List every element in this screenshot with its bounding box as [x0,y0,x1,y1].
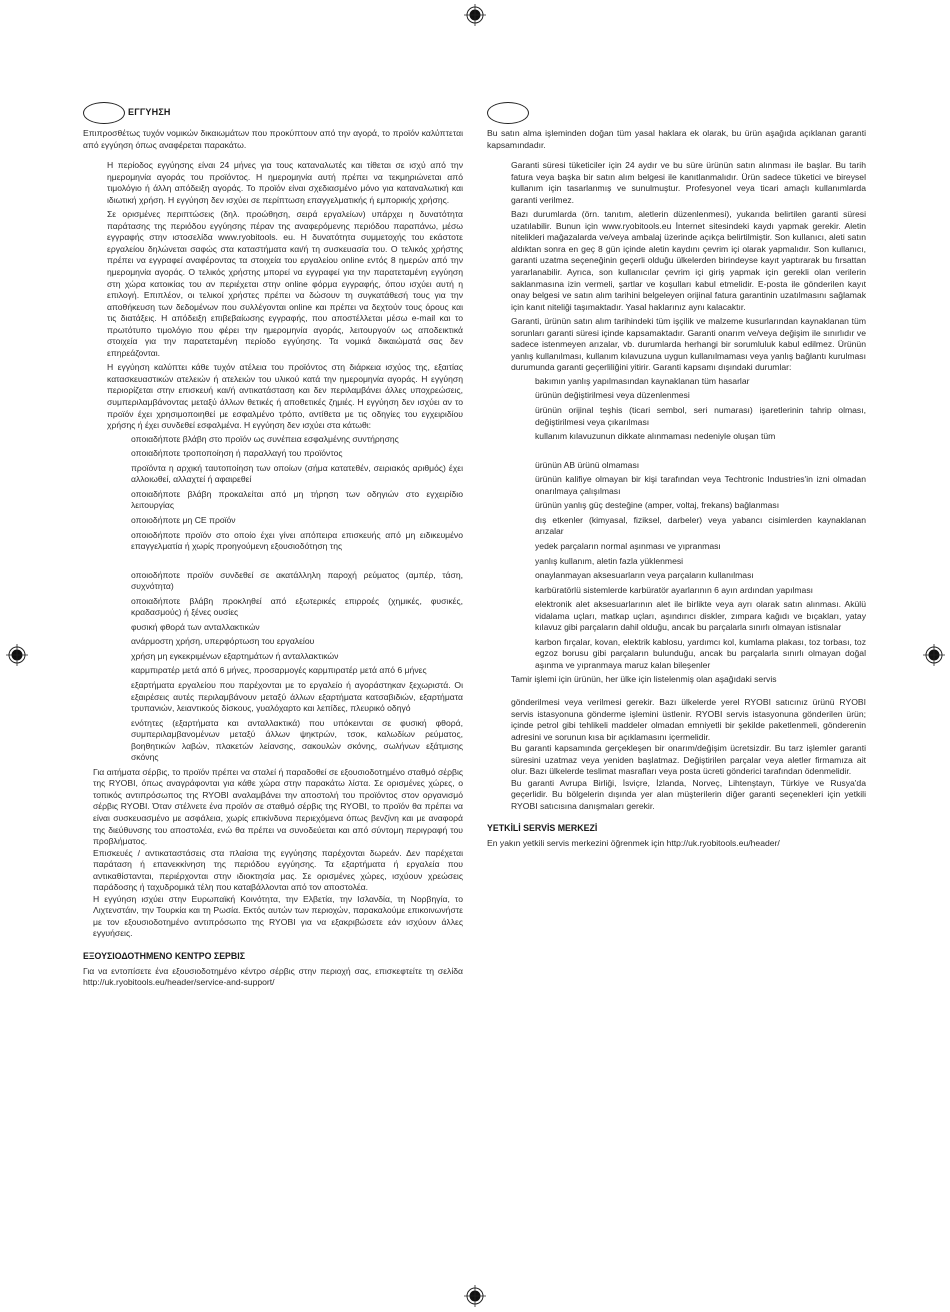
paragraph: Bu garanti Avrupa Birliği, İsviçre, İzlanda, Norveç, Lihtenştayn, Türkiye ve Rusya'da geçerlidir. Bu bölgelerin dışında yer alan müşterilerin diğer garanti seçenekleri için yetkili RYOBI satıcısına danışmaları gerekir. [511,777,866,811]
blank-gap [131,556,463,567]
list-item: οποιαδήποτε τροποποίηση ή παραλλαγή του προϊόντος [131,448,343,459]
language-flag-oval-icon [487,102,529,124]
intro-paragraph: Επιπροσθέτως τυχόν νομικών δικαιωμάτων που προκύπτουν από την αγορά, το προϊόν καλύπτεται από εγγύηση όπως αναφέρεται παρακάτω. [83,128,463,150]
section-header [487,101,866,125]
greek-warranty-column [83,101,463,989]
list-item: dış etkenler (kimyasal, fiziksel, darbeler) veya yabancı cisimlerden kaynaklanan arızalar [535,514,866,537]
list-item: προϊόντα η αρχική ταυτοποίηση των οποίων (σήμα κατατεθέν, σειριακός αριθμός) έχει αλλοιωθεί, αλλαχτεί ή αφαιρεθεί [131,462,463,485]
intro-paragraph: Bu satın alma işleminden doğan tüm yasal haklara ek olarak, bu ürün aşağıda açıklanan garanti kapsamındadır. [487,128,866,150]
service-center-heading: YETKİLİ SERVİS MERKEZİ [487,823,598,834]
list-item: yanlış kullanım, aletin fazla yüklenmesi [535,555,684,566]
paragraph: Για αιτήματα σέρβις, το προϊόν πρέπει να σταλεί ή παραδοθεί σε εξουσιοδοτημένο σταθμό σέρβις της RYOBI, όπως αναγράφονται για κάθε χώρα στην παρακάτω λίστα. Σε ορισμένες χώρες, ο τοπικός αντιπρόσωπος της RYOBI αναλαμβάνει την αποστολή του προϊόντος στον οργανισμό σέρβις RYOBI. Όταν στέλνετε ένα προϊόν σε σταθμό σέρβις της RYOBI, το προϊόν θα πρέπει να είναι συσκευασμένο με ασφάλεια, χωρίς επικίνδυνα περιεχόμενα όπως βενζίνη και με αναφορά της διεύθυνσης του αποστολέα, ενώ θα πρέπει να συνοδεύεται και από σύντομη περιγραφή του προβλήματος. [93,766,463,847]
list-item: οποιαδήποτε βλάβη προκληθεί από εξωτερικές επιρροές (χημικές, φυσικές, κραδασμούς) ή ξένες ουσίες [131,595,463,618]
list-item: yedek parçaların normal aşınması ve yıpranması [535,540,721,551]
list-item: καρμπιρατέρ μετά από 6 μήνες, προσαρμογές καρμπιρατέρ μετά από 6 μήνες [131,665,427,676]
repair-line: Tamir işlemi için ürünün, her ülke için listelenmiş olan aşağıdaki servis [511,674,777,685]
paragraph: Garanti, ürünün satın alım tarihindeki tüm işçilik ve malzeme kusurlarından kaynaklanan tüm sorunları garanti süresi içinde kapsamaktadır. Garanti onarım ve/veya değişim ile sınırlıdır ve sadece istenmeyen arızalar, vb. durumlarda herhangi bir sorumluluk kabul edilmez. Ürünün yanlış kullanılması, kullanım kılavuzuna uygun kullanılmaması veya yanlış bağlantı kurulması durumunda garanti geçerliliğini yitirir. Garanti kapsamı dışındaki durumlar: [511,316,866,373]
list-item: φυσική φθορά των ανταλλακτικών [131,621,260,632]
registration-mark-icon [923,644,945,666]
paragraph: Garanti süresi tüketiciler için 24 aydır ve bu süre ürünün satın alınması ile başlar. Bu tarih fatura veya başka bir satın alım belgesi ile kanıtlanmalıdır. Ürün sadece tüketici ve bireysel kullanım için tasarlanmış ve sunulmuştur. Profesyonel veya ticari amaçlı kullanımlarda garanti verilmez. [511,160,866,205]
list-item: ανάρμοστη χρήση, υπερφόρτωση του εργαλείου [131,636,315,647]
section-title: ΕΓΓΥΗΣΗ [128,107,171,118]
service-center-text: Για να εντοπίσετε ένα εξουσιοδοτημένο κέντρο σέρβις στην περιοχή σας, επισκεφτείτε τη σελίδα http://uk.ryobitools.eu/header/service-and-support/ [83,965,463,988]
list-item: ürünün yanlış güç desteğine (amper, voltaj, frekans) bağlanması [535,500,780,511]
service-center-heading: ΕΞΟΥΣΙΟΔΟΤΗΜΕΝΟ ΚΕΝΤΡΟ ΣΕΡΒΙΣ [83,951,246,961]
list-item: onaylanmayan aksesuarların veya parçaların kullanılması [535,570,754,581]
paragraph: Σε ορισμένες περιπτώσεις (δηλ. προώθηση, σειρά εργαλείων) υπάρχει η δυνατότητα παράτασης της περιόδου εγγύησης πέραν της αναφερόμενης περιόδου παραπάνω, μέσω εγγραφής στην ιστοσελίδα www.ryobitools. eu. Η δυνατότητα συμμετοχής του εκάστοτε εργαλείου δηλώνεται σαφώς στα καταστήματα και/ή τη συσκευασία του. Ο τελικός χρήστης πρέπει να εγγραφεί αναφέροντας τα στοιχεία του εργαλείου online εντός 8 ημερών από την ημερομηνία αγοράς. Ο τελικός χρήστης μπορεί να εγγραφεί για την παρατεταμένη εγγύηση στη χώρα κατοικίας του αν περιέχεται στην online φόρμα εγγραφής, όπου ισχύει αυτή η επιλογή. Επιπλέον, οι τελικοί χρήστες πρέπει να δώσουν τη συγκατάθεσή τους για την αποθήκευση των δεδομένων που συλλέγονται online και πρέπει να δεχτούν τους όρους και τις διατάξεις. Η απόδειξη επιβεβαίωσης εγγραφής, που αποστέλλεται μέσω e-mail και το πρωτότυπο τιμολόγιο που φέρει την ημερομηνία αγοράς, λειτουργούν ως αποδεικτικά στοιχεία για την παρατεταμένη περίοδο εγγύησης. Τα νομικά δικαιώματά σας δεν επηρεάζονται. [107,209,463,358]
registration-mark-icon [464,1285,486,1307]
list-item: ürünün değiştirilmesi veya düzenlenmesi [535,390,690,401]
paragraph: Η περίοδος εγγύησης είναι 24 μήνες για τους καταναλωτές και τίθεται σε ισχύ από την ημερομηνία αγοράς του προϊόντος. Η ημερομηνία αυτή πρέπει να τεκμηριώνεται από τιμολόγιο ή άλλη απόδειξη αγοράς. Το προϊόν είναι σχεδιασμένο μόνο για καταναλωτική και ιδιωτική χρήση. Η εγγύηση δεν ισχύει σε περίπτωση επαγγελματικής ή εμπορικής χρήσης. [107,160,463,205]
language-flag-oval-icon [83,102,125,124]
list-item: οποιοδήποτε μη CE προϊόν [131,514,236,525]
blank-gap [535,446,866,457]
list-item: οποιαδήποτε βλάβη στο προϊόν ως συνέπεια εσφαλμένης συντήρησης [131,433,399,444]
paragraph: Bazı durumlarda (örn. tanıtım, aletlerin düzenlenmesi), yukarıda belirtilen garanti süresi uzatılabilir. Bunun için www.ryobitools.eu İnternet sitesindeki kaydı yapmak gerekir. Aletin nitelikleri mağazalarda ve/veya ambalaj üzerinde açıkça belirtilmiştir. Son kullanıcı, aleti satın aldıktan sonra en geç 8 gün içinde aletin kaydını çevrim içi olarak yapmalıdır. Son kullanıcı, garanti uzatma seçeneğinin geçerli olduğu ülkelerden birindeyse kayıt yaptırarak bu fırsattan yararlanabilir. Ayrıca, son kullanıcılar çevrim içi giriş yapmak için gerekli olan verilerin saklanmasına izin vermeli, şartlar ve koşulları kabul etmelidir. E-posta ile gönderilen kayıt onay belgesi ve satın alım tarihini belgeleyen orijinal fatura garantinin uzatılmasını sağlamak için kanıt niteliği taşımaktadır. Yasal haklarınız aynı kalacaktır. [511,209,866,312]
exclusion-list [107,434,463,764]
paragraph: Bu garanti kapsamında gerçekleşen bir onarım/değişim ücretsizdir. Bu tarz işlemler garanti süresini uzatmaz veya yeniden başlatmaz. Değiştirilen parçalar veya aletler firmamıza ait olur. Bazı ülkelerde teslimat masrafları veya posta ücreti gönderici tarafından ödenmelidir. [511,743,866,777]
paragraph: gönderilmesi veya verilmesi gerekir. Bazı ülkelerde yerel RYOBI satıcınız ürünü RYOBI servis istasyonuna gönderme işlemini üstlenir. RYOBI servis istasyonuna gönderilen ürün; içinde petrol gibi tehlikeli maddeler olmadan emniyetli bir şekilde paketlenmeli, gönderenin adresini ve sorunun kısa bir açıklamasını içermelidir. [511,696,866,742]
list-item: χρήση μη εγκεκριμένων εξαρτημάτων ή ανταλλακτικών [131,650,339,661]
paragraph: Η εγγύηση καλύπτει κάθε τυχόν ατέλεια του προϊόντος στη διάρκεια ισχύος της, εξαιτίας κατασκευαστικών ατελειών ή ατελειών του υλικού κατά την ημερομηνία αγοράς. Η εγγύηση περιορίζεται στην επισκευή και/ή αντικατάσταση και δεν περιλαμβάνει άλλες υποχρεώσεις, συμπεριλαμβάνοντας μεταξύ άλλων θετικές ή αποθετικές ζημιές. Η εγγύηση δεν ισχύει αν το προϊόν έχει χρησιμοποιηθεί με εσφαλμένο τρόπο, αντίθετα με τις οδηγίες του εγχειριδίου χρήσης ή έχει συνδεθεί εσφαλμένα. Η εγγύηση δεν ισχύει στα κάτωθι: [107,362,463,431]
list-item: ürünün kalifiye olmayan bir kişi tarafından veya Techtronic Industries'in izni olmadan onarılmaya çalışılması [535,474,866,496]
list-item: ενότητες (εξαρτήματα και ανταλλακτικά) που υπόκεινται σε φυσική φθορά, συμπεριλαμβανομένων μεταξύ άλλων ψηκτρών, τσοκ, καλωδίων ρεύματος, βοηθητικών λαβών, πλακετών λείανσης, σακουλών σκόνης, σωλήνων εξάτμισης σκόνης [131,717,463,763]
list-item: kullanım kılavuzunun dikkate alınmaması nedeniyle oluşan tüm [535,431,776,442]
list-item: εξαρτήματα εργαλείου που παρέχονται με το εργαλείο ή αγοράστηκαν ξεχωριστά. Οι εξαιρέσεις αυτές περιλαμβάνουν μεταξύ άλλων εξαρτήματα κατσαβιδιών, εξαρτήματα τρυπανιών, λειαντικούς δίσκους, γυαλόχαρτο και λεπίδες, πλευρικό οδηγό [131,679,463,714]
exclusion-list [511,376,866,671]
list-item: οποιαδήποτε βλάβη προκαλείται από μη τήρηση των οδηγιών στο εγχειρίδιο λειτουργίας [131,488,463,511]
service-center-text: En yakın yetkili servis merkezini öğrenmek için http://uk.ryobitools.eu/header/ [487,837,780,848]
list-item: οποιοδήποτε προϊόν συνδεθεί σε ακατάλληλη παροχή ρεύματος (αμπέρ, τάση, συχνότητα) [131,569,463,592]
list-item: karbüratörlü sistemlerde karbüratör ayarlarının 6 ayın ardından yapılması [535,584,814,595]
registration-mark-icon [464,4,486,26]
list-item: bakımın yanlış yapılmasından kaynaklanan tüm hasarlar [535,375,750,386]
list-item: elektronik alet aksesuarlarının alet ile birlikte veya ayrı olarak satın alınması. Akülü vidalama uçları, matkap uçları, aşındırıcı diskler, zımpara kağıdı ve bıçakları, yatay kılavuz gibi parçaların dahil olduğu, ancak bu parçalarla sınırlı olmayan istisnalar [535,599,866,633]
turkish-warranty-column [487,101,866,850]
paragraph: Επισκευές / αντικαταστάσεις στα πλαίσια της εγγύησης παρέχονται δωρεάν. Δεν παρέχεται παράταση ή επανεκκίνηση της περιόδου εγγύησης. Τα εξαρτήματα ή εργαλεία που αντικαθίστανται, περιέρχονται στην ιδιοκτησία μας. Σε ορισμένες χώρες, ισχύουν χρεώσεις παράδοσης ή ταχυδρομικά τέλη που καταβάλλονται από τον αποστολέα. [93,847,463,893]
list-item: ürünün orijinal teşhis (ticari sembol, seri numarası) işaretlerinin tahrip olması, değiştirilmesi veya çıkarılması [535,405,866,427]
registration-mark-icon [6,644,28,666]
section-header [83,101,463,125]
list-item: ürünün AB ürünü olmaması [535,459,640,470]
list-item: karbon fırçalar, kovan, elektrik kablosu, yardımcı kol, kumlama plakası, toz torbası, toz egzoz borusu gibi parçaların bulunduğu, ancak bu parçalarla sınırlı olmayan doğal aşınma ve yıpranmaya maruz kalan bileşenler [535,636,866,670]
list-item: οποιοδήποτε προϊόν στο οποίο έχει γίνει απόπειρα επισκευής από μη ειδικευμένο επαγγελματία ή χωρίς προηγούμενη εξουσιοδότηση της [131,529,463,552]
paragraph: Η εγγύηση ισχύει στην Ευρωπαϊκή Κοινότητα, την Ελβετία, την Ισλανδία, τη Νορβηγία, το Λιχτενστάιν, την Τουρκία και τη Ρωσία. Εκτός αυτών των περιοχών, παρακαλούμε επικοινωνήστε με τον εξουσιοδοτημένο αντιπρόσωπο της RYOBI για να εξακριβώσετε εάν ισχύουν άλλες εγγυήσεις. [93,893,463,939]
